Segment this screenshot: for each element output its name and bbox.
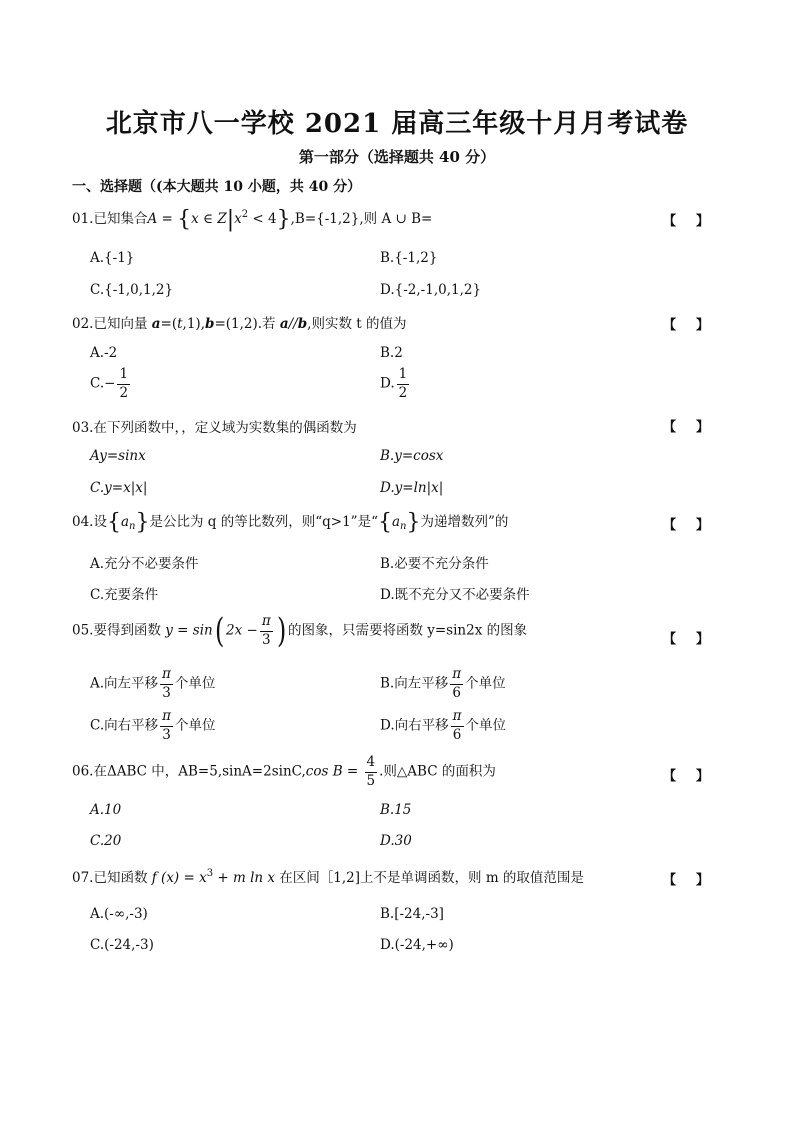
- q4-option-b[interactable]: B.必要不充分条件: [380, 556, 489, 572]
- question-2-stem: 02.已知向量 a=(t,1),b=(1,2).若 a//b,则实数 t 的值为: [72, 316, 407, 332]
- answer-bracket-2[interactable]: 【 】: [663, 318, 709, 333]
- fraction-one-half: $\frac{1}{2}$: [119, 366, 129, 401]
- q3-option-d[interactable]: D.y=ln|x|: [380, 480, 444, 496]
- q3-option-b[interactable]: B.y=cosx: [380, 448, 444, 464]
- fraction-one-half: $\frac{1}{2}$: [398, 366, 408, 401]
- q7-option-b[interactable]: B.[-24,-3]: [380, 906, 444, 922]
- q1-option-d[interactable]: D.{-2,-1,0,1,2}: [380, 282, 482, 298]
- answer-bracket-5[interactable]: 【 】: [663, 632, 709, 647]
- answer-bracket-3[interactable]: 【 】: [663, 420, 709, 435]
- answer-bracket-1[interactable]: 【 】: [663, 214, 709, 229]
- q4-option-c[interactable]: C.充要条件: [90, 587, 159, 603]
- question-5-stem: 05.要得到函数 y = sin( 2x − $\frac{\pi}{3}$ ) 的图象，只需要将函数 y=sin2x 的图象: [72, 611, 528, 651]
- q1-option-c[interactable]: C.{-1,0,1,2}: [90, 282, 174, 298]
- fraction-four-fifths: $\frac{4}{5}$: [366, 754, 376, 789]
- exam-title: 北京市八一学校 2021 届高三年级十月月考试卷: [105, 109, 689, 139]
- q6-option-a[interactable]: A.10: [90, 802, 122, 818]
- section-heading: 一、选择题（(本大题共 10 小题，共 40 分）: [72, 179, 362, 195]
- q1-option-a[interactable]: A.{-1}: [90, 250, 135, 266]
- q4-option-a[interactable]: A.充分不必要条件: [90, 556, 199, 572]
- question-7-stem: 07.已知函数 f $(x) = x^3 + m$ ln x 在区间［1,2]上不是单调函数，则 m 的取值范围是: [72, 868, 584, 886]
- question-6-stem: 06.在ΔABC 中，AB=5,sinA=2sinC,cos B = $\frac{4}{5}$ .则△ABC 的面积为: [72, 754, 496, 789]
- q3-option-c[interactable]: C.y=x|x|: [90, 480, 148, 496]
- answer-bracket-4[interactable]: 【 】: [663, 518, 709, 533]
- q2-option-b[interactable]: B.2: [380, 345, 403, 361]
- answer-bracket-6[interactable]: 【 】: [663, 769, 709, 784]
- question-4-stem: 04.设$\{a_n\}$是公比为 q 的等比数列，则“q>1”是“$\{a_n\}$为递增数列”的: [72, 510, 509, 535]
- q6-option-b[interactable]: B.15: [380, 802, 412, 818]
- q5-option-a[interactable]: A.向左平移 $\frac{\pi}{3}$ 个单位: [90, 666, 216, 701]
- q3-option-a[interactable]: Ay=sinx: [90, 448, 146, 464]
- fraction-pi-over-3: $\frac{\pi}{3}$: [261, 613, 271, 648]
- q2-option-a[interactable]: A.-2: [90, 345, 118, 361]
- q7-option-a[interactable]: A.(-∞,-3): [90, 906, 148, 922]
- q4-option-d[interactable]: D.既不充分又不必要条件: [380, 587, 530, 603]
- q6-option-d[interactable]: D.30: [380, 833, 412, 849]
- q5-option-c[interactable]: C.向右平移 $\frac{\pi}{3}$ 个单位: [90, 708, 216, 743]
- q7-option-c[interactable]: C.(-24,-3): [90, 937, 154, 953]
- question-1-stem: 01.已知集合A = {x ∈ $Z|x^2 < 4\},B=\{-1,2\}$,则 A ∪ B=: [72, 207, 433, 232]
- q2-option-c[interactable]: C.− $\frac{1}{2}$: [90, 366, 129, 401]
- question-3-stem: 03.在下列函数中，，定义域为实数集的偶函数为: [72, 420, 357, 436]
- q5-option-d[interactable]: D.向右平移 $\frac{\pi}{6}$ 个单位: [380, 708, 507, 743]
- q2-option-d[interactable]: D. $\frac{1}{2}$: [380, 366, 408, 401]
- q5-option-b[interactable]: B.向左平移 $\frac{\pi}{6}$ 个单位: [380, 666, 506, 701]
- answer-bracket-7[interactable]: 【 】: [663, 873, 709, 888]
- q6-option-c[interactable]: C.20: [90, 833, 122, 849]
- part-subtitle: 第一部分（选择题共 40 分）: [298, 148, 496, 166]
- q7-option-d[interactable]: D.(-24,+∞): [380, 937, 454, 953]
- q1-option-b[interactable]: B.{-1,2}: [380, 250, 438, 266]
